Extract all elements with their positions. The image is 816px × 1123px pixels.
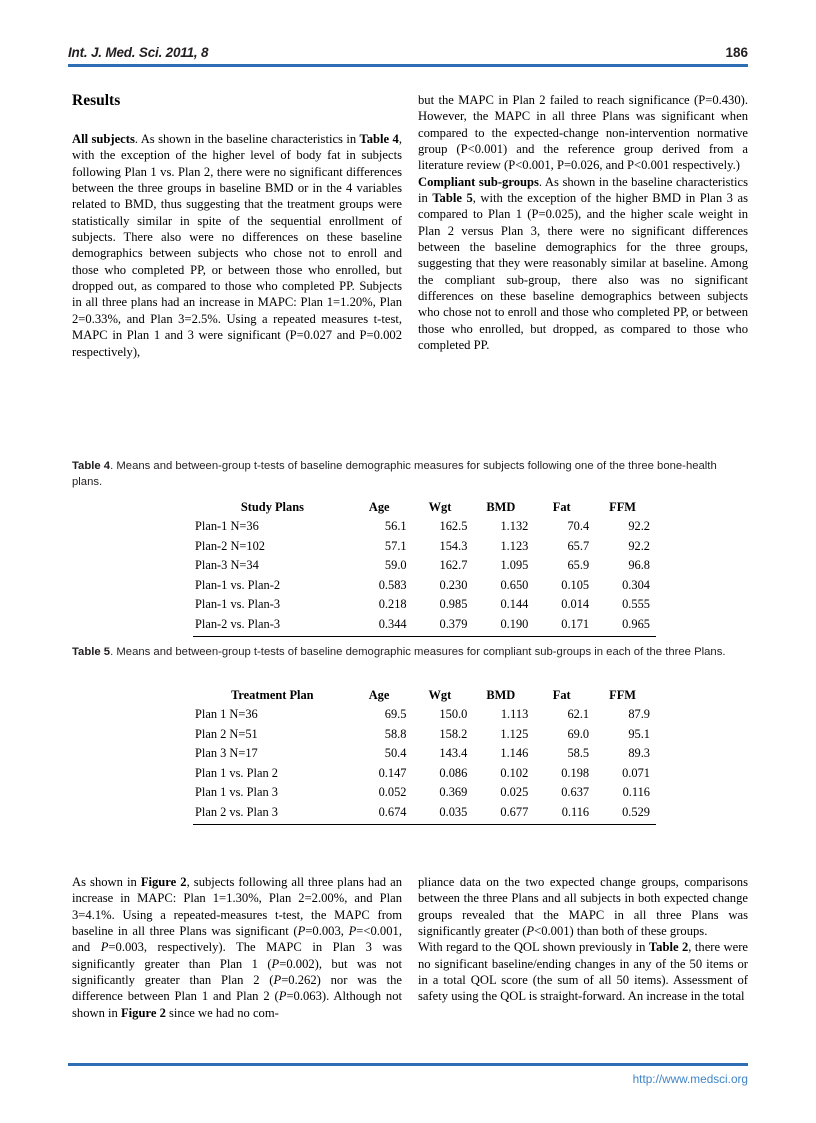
table-row-label: Plan-1 N=36	[195, 519, 259, 534]
table-cell-value: 154.3	[439, 538, 468, 553]
table-cell-value: 69.5	[384, 707, 407, 722]
table-row	[193, 517, 656, 537]
table-cell-value: 62.1	[567, 707, 590, 722]
table-cell-value: 87.9	[628, 707, 650, 722]
table-cell-value: 92.2	[628, 519, 650, 534]
table5-col-header: FFM	[609, 687, 636, 702]
table-cell-value: 0.014	[561, 597, 590, 612]
table-cell-value: 0.555	[622, 597, 650, 612]
table-cell-value: 69.0	[567, 726, 590, 741]
table-cell-value: 1.132	[500, 519, 529, 534]
table5-col-header: Fat	[552, 687, 571, 702]
header-rule	[68, 64, 748, 67]
table-cell-value: 0.304	[622, 577, 650, 592]
table4-body	[193, 517, 656, 637]
table-cell-value: 0.190	[473, 615, 534, 637]
table-cell-value: 92.2	[628, 538, 650, 553]
table4	[193, 497, 656, 637]
table-cell-value: 0.677	[473, 803, 534, 825]
table5-body	[193, 705, 656, 825]
results-paragraph-compliant-subgroups: but the MAPC in Plan 2 failed to reach significance (P=0.430). However, the MAPC in all three Plans was significant when compared to the expected-change non-intervention normative group (P<0.001) and the reference group derived from a literature review (P<0.001, P=0.026, and P<0.001 respectively.) Compliant sub-groups. As shown in the baseline characteristics in Table 5, with the exception of the higher BMD in Plan 3 as compared to Plan 1 (P=0.025), and the higher scale weight in Plan 2 versus Plan 3, there were no significant differences between the baseline demographics for the three groups, suggesting that they were reasonably similar at baseline. Among the compliant sub-group, there also was no significant differences on these baseline demographics between subjects who chose not to enroll and those who completed PP, or between those who enrolled, but dropped, as compared to those who completed PP.	[418, 93, 748, 353]
table-row-label: Plan-2 N=102	[195, 538, 265, 553]
table-row-label: Plan-2 vs. Plan-3	[193, 615, 352, 637]
table-cell-value: 158.2	[439, 726, 468, 741]
table-cell-value: 0.116	[534, 803, 595, 825]
table-cell-value: 57.1	[384, 538, 407, 553]
table-row-label: Plan-1 vs. Plan-2	[195, 577, 281, 592]
table5-col-header: Treatment Plan	[231, 687, 314, 702]
table-cell-value: 150.0	[439, 707, 468, 722]
table4-col-header: Wgt	[428, 499, 452, 514]
table-cell-value: 58.5	[567, 746, 590, 761]
table-cell-value: 0.529	[595, 803, 656, 825]
table-row	[193, 705, 656, 725]
table-cell-value: 70.4	[567, 519, 590, 534]
table5-col-header: Age	[368, 687, 390, 702]
table-row-label: Plan 2 N=51	[195, 726, 258, 741]
table-row-label: Plan 3 N=17	[195, 746, 258, 761]
table5	[193, 685, 656, 825]
table-cell-value: 0.218	[378, 597, 407, 612]
discussion-right-column	[418, 874, 748, 1005]
footer-rule	[68, 1063, 748, 1066]
table-cell-value: 89.3	[628, 746, 650, 761]
table5-col-header: BMD	[486, 687, 516, 702]
table-cell-value: 0.583	[378, 577, 407, 592]
table-row	[193, 744, 656, 764]
table5-caption: Table 5. Means and between-group t-tests of baseline demographic measures for compliant sub-groups in each of the three Plans.	[72, 646, 726, 658]
discussion-paragraph-qol: pliance data on the two expected change groups, comparisons between the three Plans and all subjects in both expected change groups revealed that the MAPC in all three Plans was significantly greater (P<0.001) than both of these groups. With regard to the QOL shown previously in Table 2, there were no significant baseline/ending changes in any of the 50 items or in a total QOL score (the sum of all 50 items). Assessment of safety using the QOL is straight-forward. An increase in the total	[418, 875, 748, 1004]
table-cell-value: 59.0	[384, 558, 407, 573]
table-row	[193, 803, 656, 825]
table-row-label: Plan 1 vs. Plan 2	[195, 765, 278, 780]
table4-col-header: FFM	[609, 499, 636, 514]
table4-col-header: Fat	[552, 499, 571, 514]
table-cell-value: 162.5	[439, 519, 468, 534]
table-cell-value: 0.086	[439, 765, 468, 780]
table-row	[193, 536, 656, 556]
results-right-column	[418, 92, 748, 354]
table-cell-value: 0.171	[534, 615, 595, 637]
table4-caption: Table 4. Means and between-group t-tests of baseline demographic measures for subjects following one of the three bone-health plans.	[72, 460, 717, 488]
table-row	[193, 783, 656, 803]
table-cell-value: 0.379	[413, 615, 474, 637]
table-row-label: Plan 1 vs. Plan 3	[195, 785, 278, 800]
table-cell-value: 96.8	[628, 558, 650, 573]
table4-col-header: Study Plans	[240, 499, 304, 514]
results-left-column	[72, 92, 402, 360]
table-row	[193, 763, 656, 783]
table-cell-value: 65.7	[567, 538, 590, 553]
table-cell-value: 0.674	[352, 803, 413, 825]
table-row-label: Plan-1 vs. Plan-3	[195, 597, 281, 612]
table4-wrapper	[193, 497, 656, 637]
table-row	[193, 724, 656, 744]
table-cell-value: 162.7	[439, 558, 468, 573]
table-cell-value: 0.369	[439, 785, 468, 800]
table-row	[193, 575, 656, 595]
table-cell-value: 65.9	[567, 558, 590, 573]
table-cell-value: 0.965	[595, 615, 656, 637]
results-paragraph-all-subjects: All subjects. As shown in the baseline characteristics in Table 4, with the exception of the higher level of body fat in subjects following Plan 1 vs. Plan 2, there were no significant differences between the three groups in baseline BMD or in the 4 variables related to BMD, thus suggesting that the treatment groups were statistically similar in spite of the sequential enrollment of subjects. There also were no differences on these baseline demographics between subjects who chose not to enroll and those who completed PP, or between those who enrolled, but dropped out, as compared to those who completed PP. Subjects in all three plans had an increase in MAPC: Plan 1=1.20%, Plan 2=0.33%, and Plan 3=2.5%. Using a repeated measures t-test, MAPC in Plan 1 and 3 were significant (P=0.027 and P=0.002 respectively),	[72, 132, 402, 359]
table-cell-value: 0.144	[500, 597, 529, 612]
section-heading-results: Results	[72, 92, 121, 109]
table-cell-value: 1.146	[500, 746, 529, 761]
table-cell-value: 95.1	[628, 726, 650, 741]
table-cell-value: 1.123	[500, 538, 529, 553]
table-cell-value: 0.025	[500, 785, 529, 800]
table-cell-value: 1.095	[500, 558, 529, 573]
table5-header-row	[193, 685, 656, 705]
journal-url-link[interactable]: http://www.medsci.org	[632, 1072, 748, 1086]
table-cell-value: 0.637	[561, 785, 590, 800]
table-row-label: Plan 1 N=36	[195, 707, 258, 722]
table-row	[193, 615, 656, 637]
table-cell-value: 0.985	[439, 597, 468, 612]
table-row-label: Plan-3 N=34	[195, 558, 259, 573]
table-cell-value: 50.4	[384, 746, 407, 761]
table-cell-value: 0.105	[561, 577, 590, 592]
table-cell-value: 143.4	[439, 746, 468, 761]
table-row	[193, 556, 656, 576]
table4-header-row	[193, 497, 656, 517]
table-cell-value: 0.198	[561, 765, 590, 780]
table-cell-value: 0.102	[500, 765, 529, 780]
table-cell-value: 0.071	[622, 765, 650, 780]
table-row	[193, 595, 656, 615]
table-cell-value: 0.230	[439, 577, 468, 592]
table-cell-value: 0.052	[378, 785, 407, 800]
table-cell-value: 0.116	[622, 785, 650, 800]
discussion-paragraph-figure2: As shown in Figure 2, subjects following all three plans had an increase in MAPC: Plan 1=1.30%, Plan 2=2.00%, and Plan 3=4.1%. Using a repeated-measures t-test, the MAPC from baseline in all three Plans was significant (P=0.003, P=<0.001, and P=0.003, respectively). The MAPC in Plan 3 was significantly greater than Plan 1 (P=0.002), but was not significantly greater than Plan 2 (P=0.262) nor was the difference between Plan 1 and Plan 2 (P=0.063). Although not shown in Figure 2 since we had no com-	[72, 875, 403, 1020]
table5-wrapper	[193, 685, 656, 825]
table-cell-value: 58.8	[384, 726, 407, 741]
table-cell-value: 0.035	[412, 803, 473, 825]
page-number: 186	[725, 45, 748, 60]
running-head	[68, 36, 748, 60]
journal-citation: Int. J. Med. Sci. 2011, 8	[68, 45, 209, 60]
table-row-label: Plan 2 vs. Plan 3	[193, 803, 352, 825]
discussion-left-column	[72, 874, 402, 1021]
table5-col-header: Wgt	[428, 687, 452, 702]
table-cell-value: 1.125	[500, 726, 529, 741]
table-cell-value: 0.344	[352, 615, 413, 637]
table4-col-header: BMD	[486, 499, 516, 514]
table-cell-value: 56.1	[384, 519, 407, 534]
table-cell-value: 1.113	[500, 707, 529, 722]
table-cell-value: 0.650	[500, 577, 529, 592]
table4-col-header: Age	[368, 499, 390, 514]
table-cell-value: 0.147	[378, 765, 407, 780]
